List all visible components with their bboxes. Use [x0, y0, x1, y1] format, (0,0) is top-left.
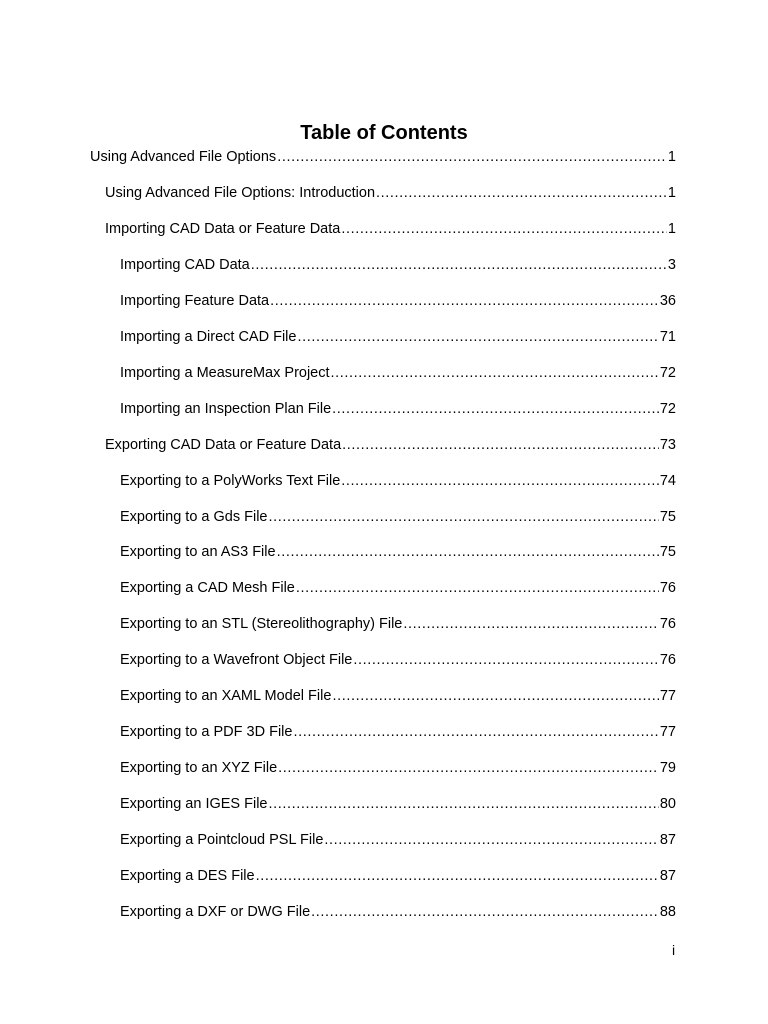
toc-dot-leader [277, 146, 667, 168]
footer-page-number: i [672, 942, 676, 958]
toc-dot-leader [341, 218, 667, 240]
toc-entry-page-number: 72 [659, 364, 676, 381]
toc-entry[interactable] [120, 793, 676, 815]
toc-entry-label: Exporting to an AS3 File [120, 544, 276, 561]
toc-entry-label: Exporting to a Wavefront Object File [120, 652, 353, 669]
toc-entry-label: Exporting to an XYZ File [120, 760, 278, 777]
toc-entry-page-number: 73 [659, 436, 676, 453]
toc-entry[interactable] [120, 865, 676, 887]
toc-entry-label: Exporting a CAD Mesh File [120, 580, 295, 597]
toc-entry-label: Exporting to an STL (Stereolithography) File [120, 616, 403, 633]
toc-dot-leader [269, 793, 659, 815]
toc-title: Table of Contents [300, 122, 468, 145]
toc-dot-leader [353, 649, 658, 671]
toc-entry-page-number: 88 [659, 903, 676, 920]
toc-entry-label: Exporting CAD Data or Feature Data [105, 436, 342, 453]
toc-entry[interactable] [120, 326, 676, 348]
toc-entry-page-number: 1 [667, 220, 676, 237]
toc-entry-page-number: 36 [659, 292, 676, 309]
toc-entry[interactable] [120, 541, 676, 563]
toc-entry[interactable] [120, 290, 676, 312]
toc-dot-leader [311, 901, 659, 923]
toc-entry[interactable] [120, 506, 676, 528]
toc-entry-label: Importing CAD Data [120, 256, 250, 273]
toc-entry[interactable] [120, 613, 676, 635]
toc-entry-page-number: 80 [659, 796, 676, 813]
toc-dot-leader [324, 829, 658, 851]
toc-entry-page-number: 77 [659, 688, 676, 705]
toc-dot-leader [256, 865, 659, 887]
toc-entry-page-number: 76 [659, 580, 676, 597]
toc-entry[interactable] [120, 757, 676, 779]
toc-entry[interactable] [120, 577, 676, 599]
toc-entry-label: Importing a MeasureMax Project [120, 364, 330, 381]
toc-dot-leader [342, 434, 659, 456]
toc-entry[interactable] [120, 685, 676, 707]
toc-dot-leader [269, 506, 659, 528]
toc-entry[interactable] [120, 901, 676, 923]
toc-entry-page-number: 75 [659, 508, 676, 525]
toc-dot-leader [332, 398, 659, 420]
toc-dot-leader [332, 685, 658, 707]
toc-entry-label: Using Advanced File Options: Introduction [105, 184, 376, 201]
toc-dot-leader [331, 362, 659, 384]
toc-dot-leader [277, 541, 659, 563]
toc-entry[interactable] [120, 398, 676, 420]
toc-entry-page-number: 79 [659, 760, 676, 777]
toc-dot-leader [293, 721, 658, 743]
toc-entry[interactable] [120, 721, 676, 743]
toc-entry-page-number: 1 [667, 149, 676, 165]
toc-entry-page-number: 87 [659, 868, 676, 884]
toc-entry[interactable] [120, 362, 676, 384]
toc-entry[interactable] [120, 254, 676, 276]
toc-entry-label: Exporting to a Gds File [120, 508, 268, 525]
toc-dot-leader [296, 577, 659, 599]
toc-dot-leader [251, 254, 667, 276]
toc-entry-label: Importing an Inspection Plan File [120, 400, 332, 417]
toc-entry-label: Exporting to an XAML Model File [120, 688, 332, 705]
toc-dot-leader [270, 290, 659, 312]
toc-entry-label: Exporting a Pointcloud PSL File [120, 832, 324, 849]
toc-entry-label: Exporting an IGES File [120, 796, 268, 813]
toc-entry-page-number: 75 [659, 544, 676, 561]
toc-dot-leader [278, 757, 659, 779]
toc-entry-page-number: 3 [667, 256, 676, 273]
toc-entry[interactable] [105, 218, 676, 240]
toc-entry-label: Exporting a DES File [120, 868, 255, 884]
toc-entry-page-number: 76 [659, 652, 676, 669]
toc-entry-label: Exporting to a PolyWorks Text File [120, 472, 341, 489]
toc-entry-page-number: 71 [659, 328, 676, 345]
toc-entry-label: Using Advanced File Options [90, 149, 277, 165]
toc-entry-page-number: 87 [659, 832, 676, 849]
toc-entry-label: Importing a Direct CAD File [120, 328, 297, 345]
toc-entry-page-number: 74 [659, 472, 676, 489]
toc-entry[interactable] [120, 470, 676, 492]
toc-entry-label: Exporting a DXF or DWG File [120, 903, 311, 920]
toc-dot-leader [376, 182, 667, 204]
toc-entry-label: Exporting to a PDF 3D File [120, 724, 293, 741]
toc-entry[interactable] [90, 146, 676, 168]
toc-entry[interactable] [120, 829, 676, 851]
toc-entry[interactable] [120, 649, 676, 671]
toc-dot-leader [341, 470, 659, 492]
toc-entry-page-number: 1 [667, 184, 676, 201]
toc-entry-label: Importing Feature Data [120, 292, 270, 309]
toc-entry-page-number: 72 [659, 400, 676, 417]
toc-entry[interactable] [105, 434, 676, 456]
toc-entry-page-number: 76 [659, 616, 676, 633]
toc-entry-page-number: 77 [659, 724, 676, 741]
toc-entry[interactable] [105, 182, 676, 204]
toc-dot-leader [403, 613, 659, 635]
toc-entry-label: Importing CAD Data or Feature Data [105, 220, 341, 237]
toc-dot-leader [297, 326, 658, 348]
